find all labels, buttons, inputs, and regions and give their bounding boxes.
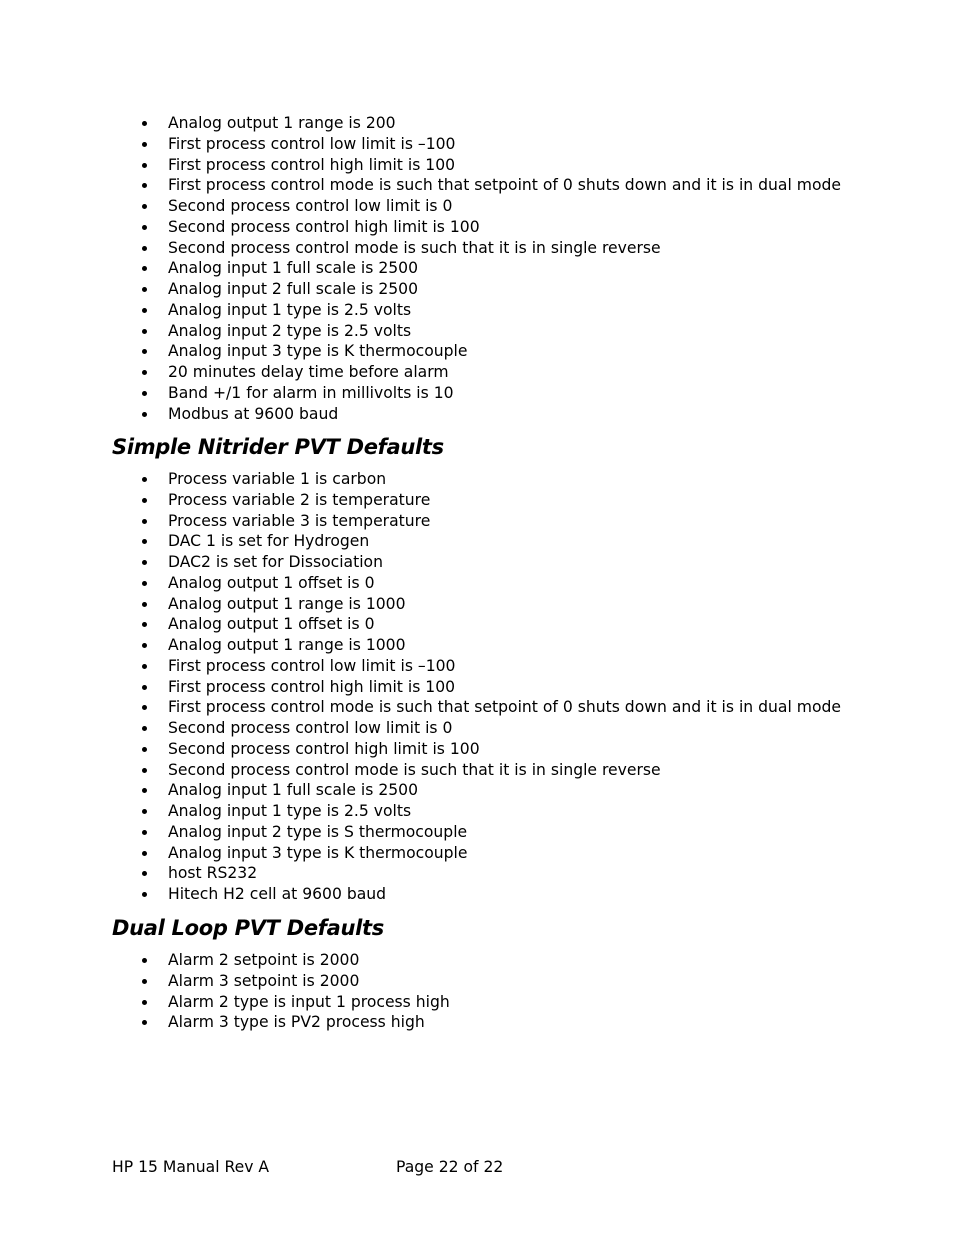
list-item bbox=[140, 238, 841, 259]
list-item-text: Analog output 1 range is 1000 bbox=[168, 636, 406, 654]
list-item bbox=[140, 1012, 450, 1033]
list-item-text: First process control mode is such that setpoint of 0 shuts down and it is in dual mode bbox=[168, 698, 841, 717]
bullet-icon bbox=[142, 726, 147, 731]
bullet-icon bbox=[142, 287, 147, 292]
list-item bbox=[140, 992, 450, 1013]
list-item bbox=[140, 760, 841, 781]
list-item-text: Analog output 1 range is 1000 bbox=[168, 594, 406, 613]
list-item-text: Second process control high limit is 100 bbox=[168, 739, 480, 758]
list-item bbox=[140, 552, 841, 573]
bullet-icon bbox=[142, 747, 147, 752]
list-item bbox=[140, 511, 841, 532]
list-item bbox=[140, 884, 841, 905]
list-item-text: Process variable 3 is temperature bbox=[168, 511, 431, 530]
section-heading-dual-loop: Dual Loop PVT Defaults bbox=[112, 916, 384, 940]
bullet-icon bbox=[142, 1020, 147, 1025]
bullet-icon bbox=[142, 225, 147, 230]
list-item-text: First process control mode is such that setpoint of 0 shuts down and it is in dual mode bbox=[168, 176, 841, 195]
list-item-text: Analog output 1 offset is 0 bbox=[168, 615, 375, 634]
list-item bbox=[140, 863, 841, 884]
bullet-icon bbox=[142, 979, 147, 984]
list-item-text: First process control low limit is –100 bbox=[168, 656, 456, 675]
list-item bbox=[140, 739, 841, 760]
list-item bbox=[140, 656, 841, 677]
list-item-text: First process control high limit is 100 bbox=[168, 677, 456, 696]
list-item-text: DAC2 is set for Dissociation bbox=[168, 553, 383, 571]
bullet-icon bbox=[142, 664, 147, 669]
bullet-icon bbox=[142, 142, 147, 147]
bullet-icon bbox=[142, 560, 147, 565]
list-item bbox=[140, 801, 841, 822]
list-item bbox=[140, 341, 841, 362]
list-item bbox=[140, 279, 841, 300]
list-item bbox=[140, 362, 841, 383]
list-item bbox=[140, 404, 841, 425]
bullet-icon bbox=[142, 851, 147, 856]
section1-bullet-list bbox=[140, 113, 841, 424]
list-item-text: Analog input 1 full scale is 2500 bbox=[168, 781, 419, 800]
section2-bullet-list bbox=[140, 469, 841, 905]
list-item bbox=[140, 321, 841, 342]
list-item-text: 20 minutes delay time before alarm bbox=[168, 363, 449, 381]
list-item-text: Band +/1 for alarm in millivolts is 10 bbox=[168, 383, 454, 402]
list-item bbox=[140, 469, 841, 490]
list-item bbox=[140, 134, 841, 155]
bullet-icon bbox=[142, 412, 147, 417]
bullet-icon bbox=[142, 183, 147, 188]
list-item-text: DAC 1 is set for Hydrogen bbox=[168, 532, 370, 551]
list-item bbox=[140, 697, 841, 718]
list-item-text: Second process control mode is such that it is in single reverse bbox=[168, 760, 661, 779]
bullet-icon bbox=[142, 121, 147, 126]
list-item bbox=[140, 822, 841, 843]
bullet-icon bbox=[142, 163, 147, 168]
bullet-icon bbox=[142, 308, 147, 313]
bullet-icon bbox=[142, 788, 147, 793]
bullet-icon bbox=[142, 329, 147, 334]
list-item bbox=[140, 531, 841, 552]
bullet-icon bbox=[142, 602, 147, 607]
bullet-icon bbox=[142, 892, 147, 897]
list-item-text: Analog output 1 range is 200 bbox=[168, 114, 396, 132]
list-item bbox=[140, 300, 841, 321]
list-item-text: Process variable 1 is carbon bbox=[168, 470, 387, 488]
list-item-text: Analog input 2 full scale is 2500 bbox=[168, 280, 419, 298]
list-item-text: Alarm 2 setpoint is 2000 bbox=[168, 951, 360, 969]
list-item bbox=[140, 614, 841, 635]
list-item-text: Modbus at 9600 baud bbox=[168, 404, 339, 423]
bullet-icon bbox=[142, 871, 147, 876]
list-item-text: Analog input 3 type is K thermocouple bbox=[168, 843, 468, 862]
bullet-icon bbox=[142, 768, 147, 773]
bullet-icon bbox=[142, 498, 147, 503]
list-item-text: Alarm 3 type is PV2 process high bbox=[168, 1013, 425, 1032]
list-item bbox=[140, 677, 841, 698]
list-item bbox=[140, 635, 841, 656]
bullet-icon bbox=[142, 519, 147, 524]
list-item-text: Process variable 2 is temperature bbox=[168, 490, 431, 509]
bullet-icon bbox=[142, 204, 147, 209]
bullet-icon bbox=[142, 643, 147, 648]
footer-manual-title: HP 15 Manual Rev A bbox=[112, 1158, 270, 1176]
list-item-text: Analog input 2 type is S thermocouple bbox=[168, 822, 468, 841]
bullet-icon bbox=[142, 622, 147, 627]
list-item-text: host RS232 bbox=[168, 864, 258, 883]
bullet-icon bbox=[142, 809, 147, 814]
bullet-icon bbox=[142, 581, 147, 586]
list-item-text: Alarm 2 type is input 1 process high bbox=[168, 992, 450, 1011]
list-item-text: First process control high limit is 100 bbox=[168, 155, 456, 174]
list-item bbox=[140, 718, 841, 739]
list-item bbox=[140, 217, 841, 238]
bullet-icon bbox=[142, 705, 147, 710]
bullet-icon bbox=[142, 477, 147, 482]
bullet-icon bbox=[142, 246, 147, 251]
list-item bbox=[140, 490, 841, 511]
list-item bbox=[140, 780, 841, 801]
list-item bbox=[140, 971, 450, 992]
bullet-icon bbox=[142, 266, 147, 271]
bullet-icon bbox=[142, 1000, 147, 1005]
list-item bbox=[140, 594, 841, 615]
list-item bbox=[140, 155, 841, 176]
list-item-text: Analog input 1 type is 2.5 volts bbox=[168, 300, 412, 319]
list-item bbox=[140, 843, 841, 864]
bullet-icon bbox=[142, 391, 147, 396]
list-item bbox=[140, 113, 841, 134]
bullet-icon bbox=[142, 830, 147, 835]
list-item-text: Analog input 1 full scale is 2500 bbox=[168, 259, 419, 278]
list-item-text: Hitech H2 cell at 9600 baud bbox=[168, 885, 387, 903]
list-item-text: Analog output 1 offset is 0 bbox=[168, 573, 375, 592]
list-item-text: Alarm 3 setpoint is 2000 bbox=[168, 971, 360, 990]
list-item bbox=[140, 573, 841, 594]
list-item-text: Second process control low limit is 0 bbox=[168, 197, 453, 215]
list-item-text: Analog input 3 type is K thermocouple bbox=[168, 342, 468, 361]
list-item-text: Analog input 1 type is 2.5 volts bbox=[168, 802, 412, 820]
bullet-icon bbox=[142, 539, 147, 544]
list-item bbox=[140, 258, 841, 279]
bullet-icon bbox=[142, 958, 147, 963]
footer-page-number: Page 22 of 22 bbox=[396, 1158, 504, 1176]
list-item bbox=[140, 196, 841, 217]
list-item bbox=[140, 175, 841, 196]
list-item-text: Second process control high limit is 100 bbox=[168, 217, 480, 236]
list-item-text: Second process control mode is such that it is in single reverse bbox=[168, 238, 661, 257]
list-item-text: Second process control low limit is 0 bbox=[168, 719, 453, 737]
bullet-icon bbox=[142, 370, 147, 375]
bullet-icon bbox=[142, 685, 147, 690]
section3-bullet-list bbox=[140, 950, 450, 1033]
list-item-text: Analog input 2 type is 2.5 volts bbox=[168, 321, 412, 340]
list-item bbox=[140, 950, 450, 971]
list-item bbox=[140, 383, 841, 404]
list-item-text: First process control low limit is –100 bbox=[168, 134, 456, 153]
section-heading-simple-nitrider: Simple Nitrider PVT Defaults bbox=[112, 435, 444, 459]
bullet-icon bbox=[142, 349, 147, 354]
